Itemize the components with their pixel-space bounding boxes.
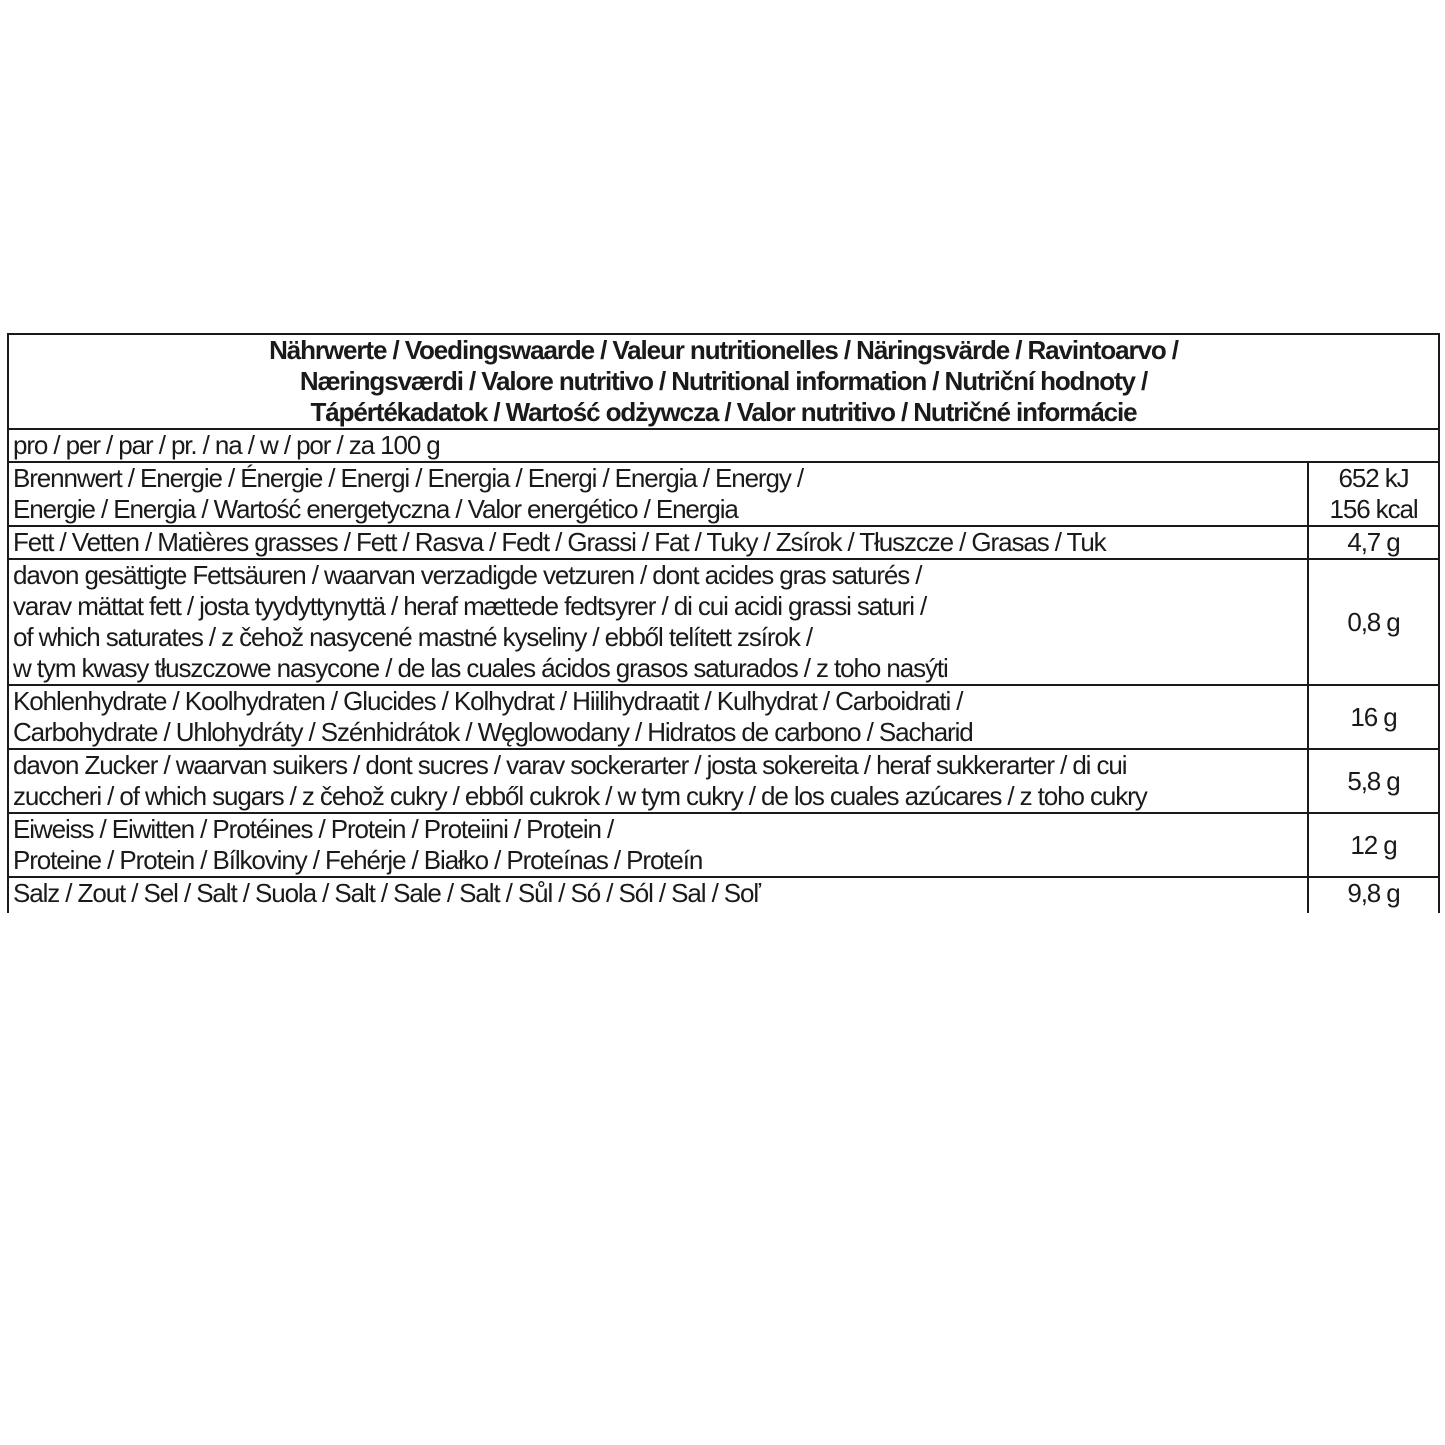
nutrient-label-protein: Eiweiss / Eiwitten / Protéines / Protein / Proteiini / Protein / Proteine / Protein / Bílkoviny / Fehérje / Białko / Proteínas / Proteín bbox=[8, 813, 1308, 877]
nutrient-label-energy: Brennwert / Energie / Énergie / Energi / Energia / Energi / Energia / Energy / Energie / Energia / Wartość energetyczna / Valor energético / Energia bbox=[8, 462, 1308, 526]
nutrient-value-fat: 4,7 g bbox=[1308, 526, 1439, 559]
nutrient-value-protein: 12 g bbox=[1308, 813, 1439, 877]
table-title: Nährwerte / Voedingswaarde / Valeur nutritionelles / Näringsvärde / Ravintoarvo / Næringsværdi / Valore nutritivo / Nutritional information / Nutriční hodnoty / Tápértékadatok / Wartość odżywcza / Valor nutritivo / Nutričné informácie bbox=[8, 334, 1439, 429]
nutrient-value-carbohydrate: 16 g bbox=[1308, 685, 1439, 749]
nutrient-row-protein bbox=[8, 813, 1439, 877]
nutrient-value-sugars: 5,8 g bbox=[1308, 749, 1439, 813]
nutrient-value-energy: 652 kJ 156 kcal bbox=[1308, 462, 1439, 526]
nutrient-value-saturates: 0,8 g bbox=[1308, 559, 1439, 685]
title-row bbox=[8, 334, 1439, 429]
nutrient-row-saturates bbox=[8, 559, 1439, 685]
nutrient-label-sugars: davon Zucker / waarvan suikers / dont sucres / varav sockerarter / josta sokereita / heraf sukkerarter / di cui zuccheri / of which sugars / z čehož cukry / ebből cukrok / w tym cukry / de los cuales azúcares / z toho cukry bbox=[8, 749, 1308, 813]
nutrient-value-salt: 9,8 g bbox=[1308, 877, 1439, 913]
nutrient-row-energy bbox=[8, 462, 1439, 526]
nutrient-label-fat: Fett / Vetten / Matières grasses / Fett / Rasva / Fedt / Grassi / Fat / Tuky / Zsírok / Tłuszcze / Grasas / Tuk bbox=[8, 526, 1308, 559]
per-100g-label: pro / per / par / pr. / na / w / por / za 100 g bbox=[8, 429, 1439, 462]
nutrient-row-carbohydrate bbox=[8, 685, 1439, 749]
nutrient-label-salt: Salz / Zout / Sel / Salt / Suola / Salt / Sale / Salt / Sůl / Só / Sól / Sal / Soľ bbox=[8, 877, 1308, 913]
nutrition-table bbox=[7, 333, 1440, 913]
nutrient-row-fat bbox=[8, 526, 1439, 559]
per-row bbox=[8, 429, 1439, 462]
nutrient-label-carbohydrate: Kohlenhydrate / Koolhydraten / Glucides / Kolhydrat / Hiilihydraatit / Kulhydrat / Carboidrati / Carbohydrate / Uhlohydráty / Szénhidrátok / Węglowodany / Hidratos de carbono / Sacharid bbox=[8, 685, 1308, 749]
nutrient-label-saturates: davon gesättigte Fettsäuren / waarvan verzadigde vetzuren / dont acides gras saturés / varav mättat fett / josta tyydyttynyttä / heraf mættede fedtsyrer / di cui acidi grassi saturi / of which saturates / z čehož nasycené mastné kyseliny / ebből telített zsírok / w tym kwasy tłuszczowe nasycone / de las cuales ácidos grasos saturados / z toho nasýti bbox=[8, 559, 1308, 685]
nutrient-row-sugars bbox=[8, 749, 1439, 813]
nutrient-row-salt bbox=[8, 877, 1439, 913]
